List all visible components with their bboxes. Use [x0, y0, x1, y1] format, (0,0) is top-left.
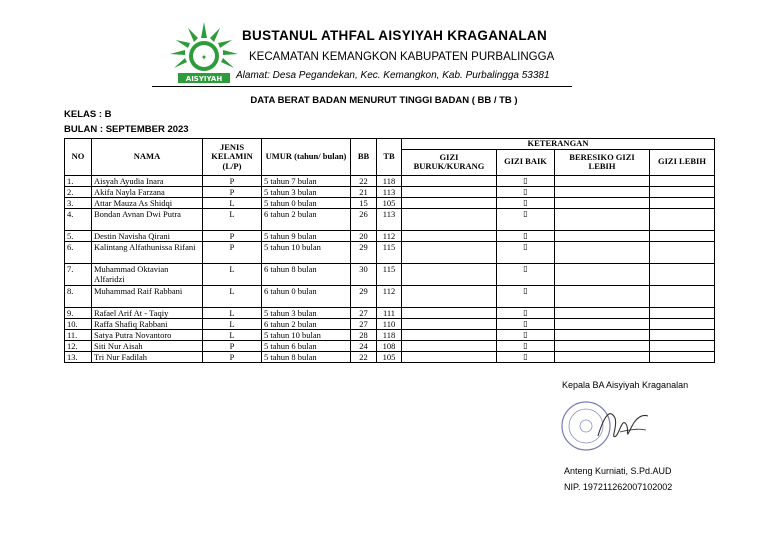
row-jenis-kelamin: L: [203, 208, 262, 230]
logo-text: AISYIYAH: [185, 75, 223, 83]
header-bb: BB: [351, 139, 377, 176]
row-nama: Attar Mauza As Shidqi: [92, 197, 203, 208]
row-jenis-kelamin: L: [203, 197, 262, 208]
check-icon: ▯: [523, 340, 528, 350]
row-beresiko: [555, 175, 650, 186]
row-gizi-baik: [497, 351, 555, 362]
row-no: 5.: [65, 230, 92, 241]
row-nama: Aisyah Ayudia Inara: [92, 175, 203, 186]
row-beresiko: [555, 351, 650, 362]
signatory-name: Anteng Kurniati, S.Pd.AUD: [564, 466, 672, 476]
row-bb: 29: [351, 285, 377, 307]
row-no: 11.: [65, 329, 92, 340]
row-bb: 24: [351, 340, 377, 351]
check-icon: ▯: [523, 208, 528, 218]
document-title: DATA BERAT BADAN MENURUT TINGGI BADAN ( BB / TB ): [250, 95, 518, 106]
row-tb: 115: [377, 263, 402, 285]
row-beresiko: [555, 186, 650, 197]
row-gizi-lebih: [650, 318, 715, 329]
check-icon: ▯: [523, 197, 528, 207]
row-bb: 15: [351, 197, 377, 208]
row-beresiko: [555, 263, 650, 285]
row-jenis-kelamin: P: [203, 175, 262, 186]
row-gizi-buruk: [402, 285, 497, 307]
header-jenis-kelamin: JENIS KELAMIN (L/P): [203, 139, 262, 176]
row-beresiko: [555, 241, 650, 263]
row-jenis-kelamin: P: [203, 241, 262, 263]
signatory-nip: NIP. 197211262007102002: [564, 482, 673, 492]
row-gizi-buruk: [402, 208, 497, 230]
row-gizi-buruk: [402, 263, 497, 285]
row-beresiko: [555, 197, 650, 208]
row-no: 6.: [65, 241, 92, 263]
table-row: [65, 307, 715, 318]
organization-name: BUSTANUL ATHFAL AISYIYAH KRAGANALAN: [242, 28, 548, 43]
row-umur: 5 tahun 0 bulan: [262, 197, 351, 208]
weight-height-table: [64, 138, 715, 363]
row-gizi-lebih: [650, 351, 715, 362]
check-icon: ▯: [523, 186, 528, 196]
row-gizi-baik: [497, 197, 555, 208]
row-jenis-kelamin: L: [203, 263, 262, 285]
header-beresiko-gizi-lebih: BERESIKO GIZI LEBIH: [555, 149, 650, 175]
row-umur: 5 tahun 9 bulan: [262, 230, 351, 241]
row-gizi-buruk: [402, 241, 497, 263]
row-umur: 5 tahun 8 bulan: [262, 351, 351, 362]
row-gizi-lebih: [650, 208, 715, 230]
row-no: 13.: [65, 351, 92, 362]
organization-address: Alamat: Desa Pegandekan, Kec. Kemangkon, Kab. Purbalingga 53381: [236, 70, 550, 81]
row-jenis-kelamin: P: [203, 186, 262, 197]
row-tb: 112: [377, 230, 402, 241]
table-row: [65, 329, 715, 340]
row-tb: 118: [377, 175, 402, 186]
row-beresiko: [555, 340, 650, 351]
row-gizi-lebih: [650, 329, 715, 340]
row-no: 3.: [65, 197, 92, 208]
row-gizi-baik: [497, 230, 555, 241]
row-no: 1.: [65, 175, 92, 186]
table-row: [65, 351, 715, 362]
header-gizi-lebih: GIZI LEBIH: [650, 149, 715, 175]
row-bb: 20: [351, 230, 377, 241]
check-icon: ▯: [523, 351, 528, 361]
row-gizi-buruk: [402, 307, 497, 318]
row-jenis-kelamin: P: [203, 351, 262, 362]
check-icon: ▯: [523, 241, 528, 251]
table-row: [65, 186, 715, 197]
row-beresiko: [555, 307, 650, 318]
table-row: [65, 263, 715, 285]
row-jenis-kelamin: P: [203, 340, 262, 351]
row-tb: 105: [377, 351, 402, 362]
row-nama: Tri Nur Fadilah: [92, 351, 203, 362]
row-bb: 28: [351, 329, 377, 340]
class-label: KELAS : B: [64, 109, 112, 120]
check-icon: ▯: [523, 318, 528, 328]
header-nama: NAMA: [92, 139, 203, 176]
row-gizi-buruk: [402, 340, 497, 351]
header-gizi-buruk: GIZI BURUK/KURANG: [402, 149, 497, 175]
table-row: [65, 340, 715, 351]
row-nama: Destin Navisha Qirani: [92, 230, 203, 241]
row-bb: 29: [351, 241, 377, 263]
check-icon: ▯: [523, 263, 528, 273]
row-gizi-baik: [497, 186, 555, 197]
row-beresiko: [555, 285, 650, 307]
row-tb: 105: [377, 197, 402, 208]
row-gizi-lebih: [650, 230, 715, 241]
row-umur: 6 tahun 8 bulan: [262, 263, 351, 285]
row-jenis-kelamin: L: [203, 318, 262, 329]
check-icon: ▯: [523, 285, 528, 295]
row-bb: 26: [351, 208, 377, 230]
row-beresiko: [555, 318, 650, 329]
row-gizi-baik: [497, 307, 555, 318]
aisyiyah-logo: [168, 18, 240, 84]
row-bb: 22: [351, 175, 377, 186]
row-umur: 5 tahun 6 bulan: [262, 340, 351, 351]
header-divider: [152, 86, 572, 87]
row-gizi-baik: [497, 329, 555, 340]
row-jenis-kelamin: L: [203, 307, 262, 318]
header-gizi-baik: GIZI BAIK: [497, 149, 555, 175]
row-tb: 113: [377, 208, 402, 230]
svg-text:✦: ✦: [200, 53, 208, 62]
check-icon: ▯: [523, 175, 528, 185]
row-tb: 112: [377, 285, 402, 307]
row-no: 9.: [65, 307, 92, 318]
row-gizi-baik: [497, 263, 555, 285]
table-row: [65, 285, 715, 307]
row-no: 2.: [65, 186, 92, 197]
table-row: [65, 197, 715, 208]
row-umur: 5 tahun 10 bulan: [262, 241, 351, 263]
row-umur: 6 tahun 2 bulan: [262, 208, 351, 230]
row-bb: 27: [351, 318, 377, 329]
row-bb: 30: [351, 263, 377, 285]
row-tb: 110: [377, 318, 402, 329]
row-tb: 118: [377, 329, 402, 340]
table-row: [65, 318, 715, 329]
official-stamp-signature: [560, 396, 660, 456]
row-nama: Kalintang Alfathunissa Rifani: [92, 241, 203, 263]
row-beresiko: [555, 329, 650, 340]
row-no: 4.: [65, 208, 92, 230]
header-no: NO: [65, 139, 92, 176]
row-gizi-lebih: [650, 175, 715, 186]
row-bb: 27: [351, 307, 377, 318]
row-gizi-baik: [497, 175, 555, 186]
row-gizi-buruk: [402, 351, 497, 362]
row-no: 7.: [65, 263, 92, 285]
row-gizi-buruk: [402, 230, 497, 241]
row-nama: Bondan Avnan Dwi Putra: [92, 208, 203, 230]
row-no: 8.: [65, 285, 92, 307]
row-no: 12.: [65, 340, 92, 351]
row-nama: Muhammad Oktavian Alfaridzi: [92, 263, 203, 285]
row-umur: 5 tahun 3 bulan: [262, 307, 351, 318]
row-gizi-buruk: [402, 186, 497, 197]
row-jenis-kelamin: P: [203, 230, 262, 241]
table-row: [65, 230, 715, 241]
header-tb: TB: [377, 139, 402, 176]
check-icon: ▯: [523, 230, 528, 240]
signature-title: Kepala BA Aisyiyah Kraganalan: [562, 380, 689, 390]
row-umur: 5 tahun 3 bulan: [262, 186, 351, 197]
row-bb: 21: [351, 186, 377, 197]
row-bb: 22: [351, 351, 377, 362]
row-tb: 111: [377, 307, 402, 318]
row-nama: Raffa Shafiq Rabbani: [92, 318, 203, 329]
table-row: [65, 175, 715, 186]
row-jenis-kelamin: L: [203, 329, 262, 340]
row-gizi-buruk: [402, 175, 497, 186]
row-umur: 5 tahun 10 bulan: [262, 329, 351, 340]
row-gizi-lebih: [650, 307, 715, 318]
row-no: 10.: [65, 318, 92, 329]
row-umur: 6 tahun 2 bulan: [262, 318, 351, 329]
row-beresiko: [555, 230, 650, 241]
table-row: [65, 241, 715, 263]
month-label: BULAN : SEPTEMBER 2023: [64, 124, 189, 135]
row-nama: Siti Nur Aisah: [92, 340, 203, 351]
row-gizi-baik: [497, 318, 555, 329]
organization-subtitle: KECAMATAN KEMANGKON KABUPATEN PURBALINGGA: [249, 51, 555, 63]
row-gizi-lebih: [650, 285, 715, 307]
row-gizi-lebih: [650, 186, 715, 197]
row-nama: Muhammad Raif Rabbani: [92, 285, 203, 307]
row-gizi-lebih: [650, 197, 715, 208]
check-icon: ▯: [523, 329, 528, 339]
row-gizi-baik: [497, 208, 555, 230]
row-beresiko: [555, 208, 650, 230]
row-gizi-buruk: [402, 329, 497, 340]
row-umur: 6 tahun 0 bulan: [262, 285, 351, 307]
row-gizi-baik: [497, 340, 555, 351]
header-umur: UMUR (tahun/ bulan): [262, 139, 351, 176]
table-row: [65, 208, 715, 230]
row-tb: 115: [377, 241, 402, 263]
row-gizi-lebih: [650, 263, 715, 285]
row-gizi-buruk: [402, 197, 497, 208]
row-nama: Akifa Nayla Farzana: [92, 186, 203, 197]
row-gizi-lebih: [650, 340, 715, 351]
header-keterangan: KETERANGAN: [402, 139, 715, 150]
row-jenis-kelamin: L: [203, 285, 262, 307]
row-gizi-lebih: [650, 241, 715, 263]
row-tb: 108: [377, 340, 402, 351]
row-nama: Satya Putra Novantoro: [92, 329, 203, 340]
table-body: [65, 175, 715, 362]
row-umur: 5 tahun 7 bulan: [262, 175, 351, 186]
check-icon: ▯: [523, 307, 528, 317]
row-gizi-baik: [497, 285, 555, 307]
row-nama: Rafael Arif At - Taqiy: [92, 307, 203, 318]
row-gizi-baik: [497, 241, 555, 263]
row-gizi-buruk: [402, 318, 497, 329]
row-tb: 113: [377, 186, 402, 197]
